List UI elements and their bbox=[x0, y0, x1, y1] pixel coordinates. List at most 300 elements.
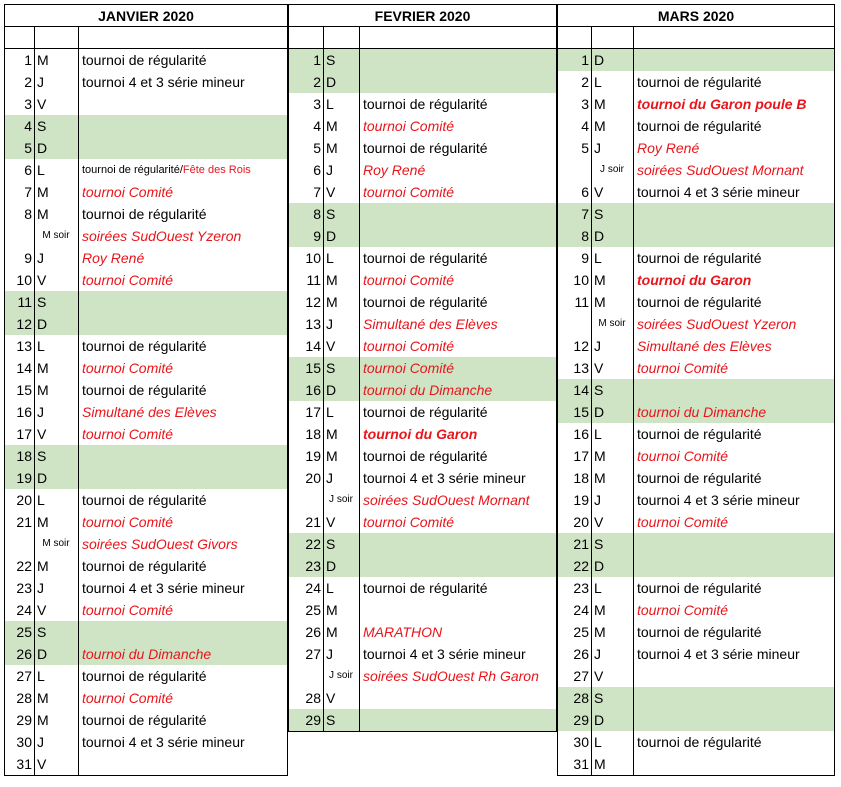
event-cell: Simultané des Elèves bbox=[363, 316, 498, 332]
month-february bbox=[288, 4, 557, 732]
calendar-row bbox=[5, 621, 287, 643]
event-cell bbox=[633, 665, 834, 687]
day-number: 17 bbox=[16, 426, 32, 442]
weekday-letter: M bbox=[37, 558, 49, 574]
day-number bbox=[289, 489, 323, 511]
event-cell: tournoi de régularité bbox=[637, 250, 762, 266]
weekday-letter: M bbox=[594, 756, 606, 772]
day-number: 26 bbox=[305, 624, 321, 640]
weekday-letter: M soir bbox=[42, 538, 70, 549]
day-number: 16 bbox=[16, 404, 32, 420]
calendar-row bbox=[5, 533, 287, 555]
day-number: 23 bbox=[305, 558, 321, 574]
calendar-row bbox=[289, 203, 556, 225]
weekday-letter: L bbox=[326, 580, 334, 596]
day-number: 17 bbox=[573, 448, 589, 464]
day-number: 6 bbox=[24, 162, 32, 178]
event-cell: tournoi Comité bbox=[363, 118, 455, 134]
day-number: 16 bbox=[305, 382, 321, 398]
weekday-letter: D bbox=[37, 140, 48, 156]
weekday-letter: L bbox=[326, 250, 334, 266]
day-number: 28 bbox=[305, 690, 321, 706]
weekday-letter: D bbox=[594, 52, 605, 68]
event-cell bbox=[359, 203, 556, 225]
event-cell: tournoi Comité bbox=[82, 690, 174, 706]
column-header-row bbox=[558, 27, 834, 49]
day-number: 14 bbox=[16, 360, 32, 376]
calendar-row bbox=[5, 511, 287, 533]
weekday-letter: M bbox=[326, 140, 338, 156]
event-cell bbox=[78, 291, 287, 313]
weekday-letter: S bbox=[326, 52, 336, 68]
calendar-row bbox=[289, 71, 556, 93]
day-number: 17 bbox=[305, 404, 321, 420]
event-cell: Simultané des Elèves bbox=[637, 338, 772, 354]
event-cell: tournoi de régularité bbox=[637, 74, 762, 90]
event-cell bbox=[633, 533, 834, 555]
calendar-row bbox=[289, 665, 556, 687]
calendar-row bbox=[289, 599, 556, 621]
event-cell: tournoi 4 et 3 série mineur bbox=[363, 646, 526, 662]
day-number: 10 bbox=[16, 272, 32, 288]
calendar-row bbox=[5, 467, 287, 489]
weekday-letter: M soir bbox=[42, 230, 70, 241]
weekday-letter: J bbox=[594, 492, 601, 508]
day-number: 8 bbox=[24, 206, 32, 222]
day-number: 19 bbox=[573, 492, 589, 508]
calendar-row bbox=[289, 489, 556, 511]
day-number: 18 bbox=[573, 470, 589, 486]
event-cell bbox=[359, 49, 556, 71]
event-cell: tournoi de régularité bbox=[363, 404, 488, 420]
calendar-row bbox=[289, 445, 556, 467]
calendar-row bbox=[5, 115, 287, 137]
event-cell: tournoi de régularité bbox=[363, 448, 488, 464]
calendar-row bbox=[5, 93, 287, 115]
weekday-letter: M bbox=[37, 206, 49, 222]
event-cell: tournoi du Dimanche bbox=[637, 404, 767, 420]
calendar-row bbox=[5, 445, 287, 467]
weekday-letter: J bbox=[326, 470, 333, 486]
calendar-row bbox=[5, 379, 287, 401]
event-cell bbox=[359, 687, 556, 709]
weekday-letter: L bbox=[37, 338, 45, 354]
event-cell: tournoi du Garon poule B bbox=[637, 96, 807, 112]
weekday-letter: M bbox=[326, 448, 338, 464]
day-number: 11 bbox=[574, 294, 589, 310]
weekday-letter: V bbox=[37, 756, 47, 772]
weekday-letter: V bbox=[326, 184, 336, 200]
day-number: 27 bbox=[16, 668, 32, 684]
weekday-letter: M bbox=[326, 294, 338, 310]
calendar-row bbox=[289, 49, 556, 71]
day-number: 20 bbox=[573, 514, 589, 530]
weekday-letter: M bbox=[37, 184, 49, 200]
calendar-row bbox=[558, 709, 834, 731]
calendar-row bbox=[558, 665, 834, 687]
weekday-letter: D bbox=[326, 382, 337, 398]
day-number: 13 bbox=[16, 338, 32, 354]
calendar-row bbox=[5, 643, 287, 665]
calendar-row bbox=[5, 159, 287, 181]
event-cell: tournoi Comité bbox=[363, 272, 455, 288]
weekday-letter: D bbox=[594, 558, 605, 574]
calendar-row bbox=[558, 71, 834, 93]
calendar-row bbox=[558, 555, 834, 577]
day-number: 2 bbox=[24, 74, 32, 90]
weekday-letter: M bbox=[37, 690, 49, 706]
day-number bbox=[558, 159, 591, 181]
calendar-row bbox=[558, 203, 834, 225]
event-text: tournoi de régularité/ bbox=[82, 164, 183, 176]
event-cell: Roy René bbox=[82, 250, 145, 266]
weekday-letter: S bbox=[594, 536, 604, 552]
calendar-row bbox=[558, 753, 834, 775]
day-number: 15 bbox=[573, 404, 589, 420]
event-cell: tournoi de régularité bbox=[363, 294, 488, 310]
event-cell bbox=[633, 49, 834, 71]
weekday-letter: D bbox=[326, 558, 337, 574]
calendar-row bbox=[5, 181, 287, 203]
calendar-row bbox=[558, 401, 834, 423]
weekday-letter: J bbox=[326, 646, 333, 662]
weekday-letter: M bbox=[594, 118, 606, 134]
calendar-row bbox=[5, 357, 287, 379]
event-cell: tournoi Comité bbox=[363, 360, 455, 376]
event-text-highlight: Fête des Rois bbox=[182, 164, 251, 176]
weekday-letter: D bbox=[37, 470, 48, 486]
day-rows bbox=[5, 49, 287, 775]
day-number: 29 bbox=[305, 712, 321, 728]
weekday-letter: D bbox=[37, 316, 48, 332]
event-cell bbox=[78, 467, 287, 489]
event-cell bbox=[78, 93, 287, 115]
weekday-letter: M bbox=[594, 272, 606, 288]
day-number bbox=[5, 533, 34, 555]
day-number: 24 bbox=[16, 602, 32, 618]
day-number: 12 bbox=[573, 338, 589, 354]
event-cell bbox=[633, 709, 834, 731]
event-cell bbox=[359, 71, 556, 93]
day-number: 25 bbox=[16, 624, 32, 640]
event-cell: tournoi de régularité bbox=[82, 206, 207, 222]
calendar-row bbox=[558, 423, 834, 445]
event-cell: soirées SudOuest Givors bbox=[82, 536, 238, 552]
event-cell bbox=[78, 445, 287, 467]
calendar-row bbox=[289, 313, 556, 335]
day-number: 4 bbox=[581, 118, 589, 134]
calendar-row bbox=[558, 49, 834, 71]
day-number: 3 bbox=[581, 96, 589, 112]
calendar-row bbox=[289, 511, 556, 533]
day-number: 24 bbox=[573, 602, 589, 618]
weekday-letter: V bbox=[326, 514, 336, 530]
event-cell: tournoi 4 et 3 série mineur bbox=[82, 74, 245, 90]
calendar-row bbox=[558, 577, 834, 599]
calendar-row bbox=[558, 137, 834, 159]
weekday-letter: S bbox=[594, 206, 604, 222]
event-cell: tournoi de régularité bbox=[637, 118, 762, 134]
calendar-row bbox=[5, 665, 287, 687]
day-rows bbox=[558, 49, 834, 775]
calendar-row bbox=[289, 555, 556, 577]
day-number: 15 bbox=[305, 360, 321, 376]
day-number: 26 bbox=[16, 646, 32, 662]
event-cell bbox=[633, 687, 834, 709]
calendar-row bbox=[558, 731, 834, 753]
calendar-row bbox=[558, 687, 834, 709]
weekday-letter: M bbox=[326, 624, 338, 640]
event-cell bbox=[359, 555, 556, 577]
day-number: 14 bbox=[573, 382, 589, 398]
day-number: 11 bbox=[306, 272, 321, 288]
weekday-letter: S bbox=[37, 448, 47, 464]
weekday-letter: J soir bbox=[329, 494, 353, 505]
weekday-letter: J bbox=[37, 580, 44, 596]
day-number: 12 bbox=[16, 316, 32, 332]
event-cell: tournoi Comité bbox=[363, 184, 455, 200]
calendar-row bbox=[558, 269, 834, 291]
weekday-letter: L bbox=[594, 250, 602, 266]
event-cell: tournoi du Garon bbox=[363, 426, 478, 442]
weekday-letter: S bbox=[37, 118, 47, 134]
column-divider bbox=[323, 27, 324, 731]
day-number bbox=[558, 313, 591, 335]
calendar-row bbox=[558, 93, 834, 115]
day-number: 22 bbox=[305, 536, 321, 552]
month-march bbox=[557, 4, 835, 776]
event-cell bbox=[359, 225, 556, 247]
month-title: JANVIER 2020 bbox=[5, 5, 287, 27]
day-number: 30 bbox=[16, 734, 32, 750]
event-cell: tournoi Comité bbox=[363, 514, 455, 530]
day-number: 22 bbox=[16, 558, 32, 574]
event-cell bbox=[78, 621, 287, 643]
weekday-letter: M bbox=[37, 514, 49, 530]
day-number: 1 bbox=[581, 52, 589, 68]
event-cell bbox=[633, 225, 834, 247]
weekday-letter: L bbox=[326, 404, 334, 420]
weekday-letter: L bbox=[594, 734, 602, 750]
event-cell: tournoi 4 et 3 série mineur bbox=[82, 734, 245, 750]
day-number: 29 bbox=[573, 712, 589, 728]
day-number: 8 bbox=[581, 228, 589, 244]
weekday-letter: L bbox=[594, 74, 602, 90]
weekday-letter: L bbox=[594, 426, 602, 442]
weekday-letter: M bbox=[326, 426, 338, 442]
calendar-row bbox=[5, 335, 287, 357]
day-rows bbox=[289, 49, 556, 731]
calendar-row bbox=[5, 71, 287, 93]
event-cell bbox=[359, 599, 556, 621]
calendar-row bbox=[289, 577, 556, 599]
day-number: 18 bbox=[305, 426, 321, 442]
event-cell: tournoi 4 et 3 série mineur bbox=[637, 492, 800, 508]
day-number: 28 bbox=[573, 690, 589, 706]
calendar-row bbox=[289, 335, 556, 357]
calendar-row bbox=[289, 709, 556, 731]
calendar-row bbox=[289, 269, 556, 291]
event-cell: tournoi de régularité bbox=[82, 558, 207, 574]
weekday-letter: L bbox=[326, 96, 334, 112]
event-cell: MARATHON bbox=[363, 624, 443, 640]
weekday-letter: M bbox=[594, 448, 606, 464]
weekday-letter: D bbox=[326, 228, 337, 244]
calendar-row bbox=[289, 115, 556, 137]
weekday-letter: S bbox=[37, 294, 47, 310]
event-cell: tournoi de régularité bbox=[363, 96, 488, 112]
calendar-row bbox=[289, 291, 556, 313]
weekday-letter: V bbox=[37, 602, 47, 618]
weekday-letter: D bbox=[37, 646, 48, 662]
event-cell: tournoi 4 et 3 série mineur bbox=[82, 580, 245, 596]
event-cell bbox=[78, 137, 287, 159]
event-cell: tournoi de régularité bbox=[637, 426, 762, 442]
day-number: 16 bbox=[573, 426, 589, 442]
calendar-row bbox=[558, 313, 834, 335]
event-cell: soirées SudOuest Yzeron bbox=[82, 228, 242, 244]
calendar-row bbox=[289, 93, 556, 115]
day-number: 8 bbox=[313, 206, 321, 222]
day-number: 21 bbox=[573, 536, 589, 552]
day-number: 7 bbox=[581, 206, 589, 222]
event-cell bbox=[633, 753, 834, 775]
weekday-letter: S bbox=[326, 536, 336, 552]
weekday-letter: M soir bbox=[598, 318, 626, 329]
event-cell bbox=[633, 203, 834, 225]
day-number: 18 bbox=[16, 448, 32, 464]
calendar-row bbox=[289, 247, 556, 269]
event-cell: tournoi Comité bbox=[82, 514, 174, 530]
calendar-row bbox=[5, 423, 287, 445]
day-number: 9 bbox=[24, 250, 32, 266]
event-cell: tournoi de régularité bbox=[82, 382, 207, 398]
weekday-letter: S bbox=[594, 690, 604, 706]
weekday-letter: J bbox=[326, 316, 333, 332]
weekday-letter: L bbox=[37, 668, 45, 684]
event-cell: tournoi du Dimanche bbox=[82, 646, 212, 662]
calendar-row bbox=[5, 203, 287, 225]
calendar-row bbox=[5, 687, 287, 709]
weekday-letter: M bbox=[594, 602, 606, 618]
calendar-row bbox=[5, 401, 287, 423]
weekday-letter: M bbox=[594, 470, 606, 486]
day-number: 4 bbox=[24, 118, 32, 134]
day-number: 9 bbox=[313, 228, 321, 244]
calendar-row bbox=[558, 225, 834, 247]
calendar-row bbox=[558, 511, 834, 533]
calendar-row bbox=[289, 467, 556, 489]
day-number: 11 bbox=[17, 294, 32, 310]
calendar-row bbox=[558, 291, 834, 313]
column-divider bbox=[34, 27, 35, 775]
event-cell bbox=[78, 753, 287, 775]
day-number: 26 bbox=[573, 646, 589, 662]
weekday-letter: V bbox=[326, 338, 336, 354]
weekday-letter: J bbox=[37, 74, 44, 90]
day-number: 13 bbox=[305, 316, 321, 332]
weekday-letter: L bbox=[594, 580, 602, 596]
event-cell: tournoi 4 et 3 série mineur bbox=[363, 470, 526, 486]
event-cell bbox=[633, 555, 834, 577]
event-cell: tournoi 4 et 3 série mineur bbox=[637, 646, 800, 662]
weekday-letter: S bbox=[37, 624, 47, 640]
weekday-letter: L bbox=[37, 162, 45, 178]
event-cell: Roy René bbox=[363, 162, 426, 178]
calendar-row bbox=[289, 225, 556, 247]
day-number: 23 bbox=[573, 580, 589, 596]
day-number: 13 bbox=[573, 360, 589, 376]
weekday-letter: J bbox=[326, 162, 333, 178]
event-cell bbox=[78, 313, 287, 335]
weekday-letter: V bbox=[594, 360, 604, 376]
day-number: 20 bbox=[16, 492, 32, 508]
weekday-letter: V bbox=[37, 272, 47, 288]
day-number: 19 bbox=[305, 448, 321, 464]
column-divider bbox=[633, 27, 634, 775]
event-cell: tournoi de régularité bbox=[637, 470, 762, 486]
weekday-letter: V bbox=[37, 426, 47, 442]
calendar-row bbox=[5, 49, 287, 71]
weekday-letter: D bbox=[594, 228, 605, 244]
calendar-row bbox=[289, 621, 556, 643]
day-number: 31 bbox=[16, 756, 32, 772]
calendar-row bbox=[289, 533, 556, 555]
weekday-letter: J bbox=[594, 338, 601, 354]
weekday-letter: V bbox=[594, 668, 604, 684]
weekday-letter: M bbox=[37, 52, 49, 68]
event-cell: tournoi de régularité bbox=[637, 294, 762, 310]
calendar-row bbox=[289, 687, 556, 709]
calendar-row bbox=[289, 643, 556, 665]
day-number: 21 bbox=[16, 514, 32, 530]
calendar-row bbox=[289, 357, 556, 379]
day-number: 21 bbox=[305, 514, 321, 530]
event-cell: tournoi du Dimanche bbox=[363, 382, 493, 398]
calendar-row bbox=[289, 159, 556, 181]
event-cell: tournoi Comité bbox=[637, 360, 729, 376]
calendar-row bbox=[5, 555, 287, 577]
month-title: MARS 2020 bbox=[558, 5, 834, 27]
day-number: 12 bbox=[305, 294, 321, 310]
day-number: 7 bbox=[24, 184, 32, 200]
event-cell: tournoi Comité bbox=[82, 360, 174, 376]
weekday-letter: J bbox=[37, 404, 44, 420]
calendar-row bbox=[5, 709, 287, 731]
weekday-letter: D bbox=[594, 712, 605, 728]
day-number: 10 bbox=[573, 272, 589, 288]
weekday-letter: S bbox=[594, 382, 604, 398]
calendar-row bbox=[558, 335, 834, 357]
event-cell: Roy René bbox=[637, 140, 700, 156]
day-number: 27 bbox=[305, 646, 321, 662]
day-number bbox=[5, 225, 34, 247]
day-number: 3 bbox=[24, 96, 32, 112]
weekday-letter: J bbox=[37, 250, 44, 266]
calendar-row bbox=[5, 291, 287, 313]
day-number: 10 bbox=[305, 250, 321, 266]
event-cell bbox=[359, 533, 556, 555]
day-number: 15 bbox=[16, 382, 32, 398]
event-cell: soirées SudOuest Yzeron bbox=[637, 316, 797, 332]
calendar-row bbox=[5, 269, 287, 291]
event-cell: tournoi 4 et 3 série mineur bbox=[637, 184, 800, 200]
event-cell: tournoi Comité bbox=[82, 426, 174, 442]
weekday-letter: M bbox=[594, 96, 606, 112]
weekday-letter: M bbox=[326, 272, 338, 288]
event-cell bbox=[78, 115, 287, 137]
weekday-letter: M bbox=[594, 294, 606, 310]
